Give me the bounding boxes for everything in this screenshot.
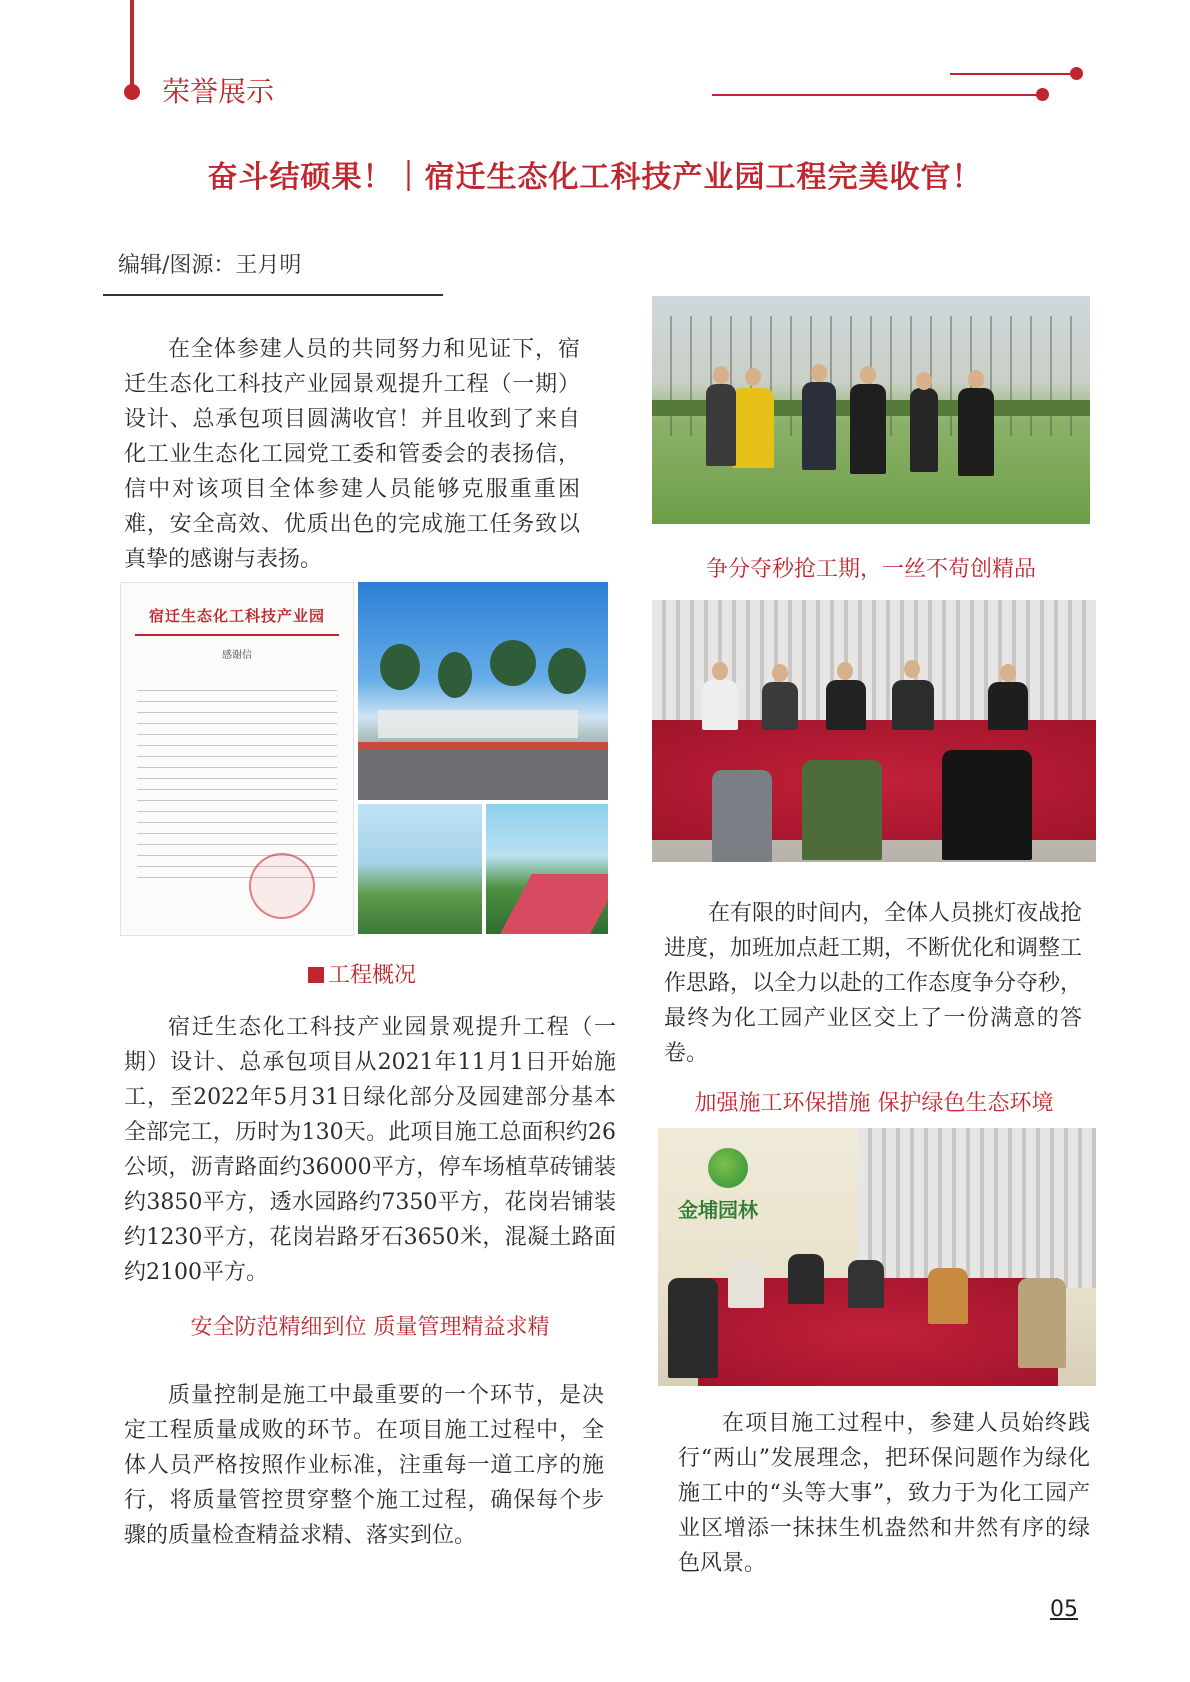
- safety-text: 质量控制是施工中最重要的一个环节，是决定工程质量成败的环节。在项目施工过程中，全体人员严格按照作业标准，注重每一道工序的施行，将质量管控贯穿整个施工过程，确保每个步骤的质量检查精益求精、落实到位。: [124, 1383, 604, 1548]
- tree-shape: [490, 640, 536, 686]
- tree-shape: [548, 648, 586, 694]
- overview-paragraph: [124, 1010, 616, 1290]
- meeting-photo: [652, 600, 1096, 862]
- person-head: [811, 364, 827, 382]
- overview-heading: [308, 958, 416, 989]
- header-deco-dot: [1070, 67, 1083, 80]
- person-figure: [712, 770, 772, 862]
- asphalt-road: [358, 750, 608, 800]
- person-figure: [802, 382, 836, 470]
- person-figure: [850, 384, 886, 474]
- curtain: [858, 1128, 1096, 1288]
- landscape-photo-small-left: [358, 804, 482, 934]
- person-head: [745, 368, 761, 386]
- progress-text: 在有限的时间内，全体人员挑灯夜战抢进度，加班加点赶工期，不断优化和调整工作思路，以全力以赴的工作态度争分夺秒，最终为化工园产业区交上了一份满意的答卷。: [664, 901, 1083, 1066]
- square-bullet-icon: [308, 967, 324, 983]
- person-figure: [988, 682, 1028, 730]
- red-bike-lane: [358, 742, 608, 750]
- header-deco-dot: [1036, 88, 1049, 101]
- header-dot: [124, 84, 140, 100]
- person-figure: [826, 680, 866, 730]
- overview-heading-text: 工程概况: [328, 963, 417, 988]
- person-figure: [702, 680, 738, 730]
- letter-rule: [135, 634, 339, 636]
- person-head: [904, 660, 920, 678]
- logo-text: 金埔园林: [678, 1198, 758, 1222]
- person-figure: [892, 680, 934, 730]
- person-figure: [958, 388, 994, 476]
- thank-you-letter-image: [120, 582, 354, 936]
- park-sign: [378, 710, 578, 738]
- person-head: [968, 370, 984, 388]
- photo2-caption: 加强施工环保措施 保护绿色生态环境: [694, 1091, 1054, 1116]
- intro-paragraph: [124, 332, 580, 577]
- header-deco-line: [950, 73, 1075, 75]
- progress-paragraph: [664, 896, 1082, 1071]
- person-head: [916, 372, 932, 390]
- person-head: [1000, 664, 1016, 682]
- header-vertical-line: [130, 0, 134, 90]
- tree-shape: [380, 644, 420, 690]
- tree-shape: [438, 652, 472, 698]
- person-head: [713, 366, 729, 384]
- person-figure: [668, 1278, 718, 1378]
- letter-subtitle: 感谢信: [222, 650, 252, 661]
- letter-body-lines: [137, 683, 337, 883]
- person-figure: [928, 1268, 968, 1324]
- site-inspection-photo: [652, 296, 1090, 524]
- intro-text: 在全体参建人员的共同努力和见证下，宿迁生态化工科技产业园景观提升工程（一期）设计、总承包项目圆满收官！并且收到了来自化工业生态化工园党工委和管委会的表扬信，信中对该项目全体参建人员能够克服重重困难，安全高效、优质出色的完成施工任务致以真挚的感谢与表扬。: [124, 337, 580, 572]
- landscape-photo-main: [358, 582, 608, 800]
- editor-rule: [103, 294, 443, 296]
- red-walkway: [500, 874, 608, 934]
- person-figure: [706, 384, 736, 466]
- person-figure: [728, 1258, 764, 1308]
- seal-stamp: [249, 853, 315, 919]
- person-figure: [848, 1260, 884, 1308]
- person-figure: [910, 388, 938, 472]
- article-title: 奋斗结硕果！｜宿迁生态化工科技产业园工程完美收官！: [207, 160, 983, 195]
- letter-org: 宿迁生态化工科技产业园: [148, 607, 325, 625]
- company-logo-icon: [708, 1148, 748, 1188]
- landscape-photo-small-right: [486, 804, 608, 934]
- person-figure: [732, 388, 774, 468]
- person-figure: [1018, 1278, 1066, 1368]
- person-figure: [942, 750, 1032, 860]
- person-head: [837, 662, 853, 680]
- overview-text: 宿迁生态化工科技产业园景观提升工程（一期）设计、总承包项目从2021年11月1日开始施工，至2022年5月31日绿化部分及园建部分基本全部完工，历时为130天。此项目施工总面积约26公顷，沥青路面约36000平方，停车场植草砖铺装约3850平方，透水园路约7350平方，花岗岩铺装约1230平方，花岗岩路牙石3650米，混凝土路面约2100平方。: [124, 1015, 616, 1285]
- person-figure: [802, 760, 882, 860]
- editor-line: 编辑/图源：王月明: [118, 253, 302, 278]
- safety-paragraph: [124, 1378, 604, 1553]
- section-label: 荣誉展示: [162, 75, 275, 108]
- person-head: [712, 662, 728, 680]
- safety-heading: 安全防范精细到位 质量管理精益求精: [190, 1315, 550, 1340]
- eco-text: 在项目施工过程中，参建人员始终践行“两山”发展理念，把环保问题作为绿化施工中的“头等大事”，致力于为化工园产业区增添一抹抹生机盎然和井然有序的绿色风景。: [678, 1411, 1090, 1576]
- person-head: [860, 366, 876, 384]
- person-figure: [762, 682, 798, 730]
- page-number: 05: [1050, 1597, 1078, 1622]
- header-deco-line: [712, 94, 1042, 96]
- person-figure: [788, 1254, 824, 1304]
- eco-meeting-photo: [658, 1128, 1096, 1386]
- person-head: [772, 664, 788, 682]
- photo1-caption: 争分夺秒抢工期，一丝不苟创精品: [705, 557, 1036, 582]
- eco-paragraph: [678, 1406, 1090, 1581]
